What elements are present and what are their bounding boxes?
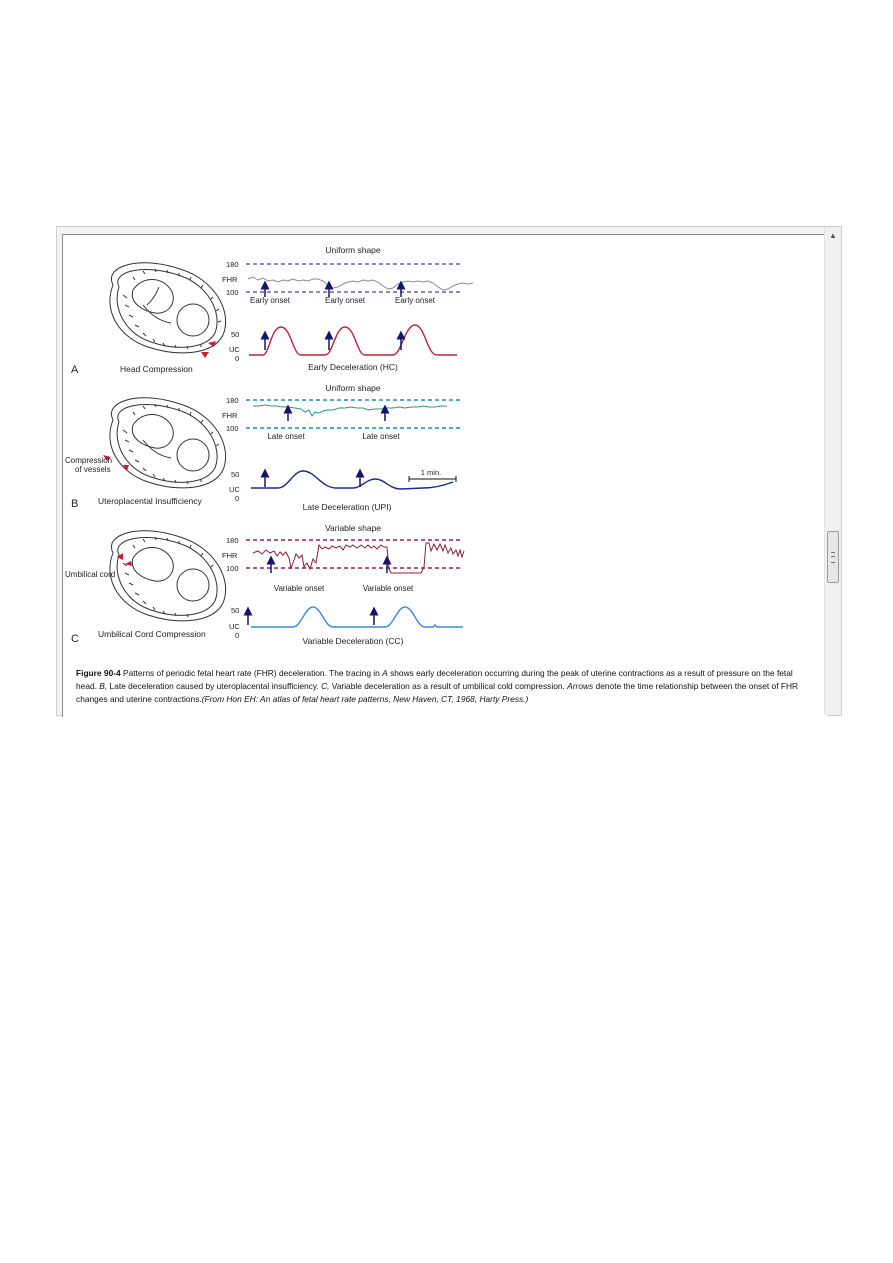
onset-label-c1: Variable onset	[273, 584, 325, 593]
caption-citation: (From Hon EH: An atlas of fetal heart rate patterns, New Haven, CT, 1968, Harty Press.)	[201, 694, 529, 704]
chevron-up-icon[interactable]: ▲	[829, 231, 837, 240]
caption-text-1: Patterns of periodic fetal heart rate (FHR) deceleration. The tracing in	[120, 668, 383, 678]
fhr-label-a: FHR	[222, 275, 238, 284]
panel-letter-c: C	[71, 633, 79, 645]
caption-ital-a: A	[382, 668, 388, 678]
onset-label-a2: Early onset	[324, 296, 366, 305]
uterus-illustration-a	[110, 263, 226, 353]
onset-label-c2: Variable onset	[362, 584, 414, 593]
caption-ital-arrows: Arrows	[567, 681, 594, 691]
shape-label-c: Variable shape	[324, 523, 382, 533]
panel-letter-a: A	[71, 364, 79, 376]
scroll-grip-icon	[831, 552, 835, 563]
fhr-bottom-a: 100	[226, 288, 239, 297]
vertical-scrollbar[interactable]	[824, 227, 841, 715]
figure-number: Figure 90-4	[76, 668, 121, 678]
uc-trace-a	[249, 325, 457, 355]
fhr-label-c: FHR	[222, 551, 238, 560]
uc-top-b: 50	[231, 470, 240, 479]
fhr-label-b: FHR	[222, 411, 238, 420]
uc-zero-a: 0	[235, 354, 240, 363]
panel-c	[65, 523, 464, 646]
onset-label-b2: Late onset	[362, 432, 400, 441]
fhr-trace-a	[248, 277, 473, 290]
figure-caption	[76, 667, 816, 706]
panel-title-b: Uteroplacental Insufficiency	[98, 496, 202, 506]
fhr-top-c: 180	[226, 536, 239, 545]
uc-label-a: UC	[229, 345, 240, 354]
caption-text-5: denote the time relationship between the onset of FHR changes and uterine contractions.	[76, 681, 799, 704]
uc-zero-c: 0	[235, 631, 240, 640]
figure-viewport	[62, 234, 827, 717]
figure-illustration	[63, 235, 827, 665]
shape-label-a: Uniform shape	[325, 245, 381, 255]
shape-label-b: Uniform shape	[325, 383, 381, 393]
umbilical-cord-label: Umbilical cord	[65, 570, 116, 579]
scrollbar-thumb[interactable]	[827, 531, 839, 583]
uc-trace-c	[251, 607, 463, 627]
onset-label-b1: Late onset	[267, 432, 305, 441]
caption-ital-c: C,	[321, 681, 330, 691]
time-scale-label: 1 min.	[420, 468, 442, 477]
fhr-trace-b	[253, 405, 447, 416]
uc-zero-b: 0	[235, 494, 240, 503]
uterus-illustration-c	[110, 531, 226, 621]
compression-label-b1: Compression	[65, 456, 113, 465]
panel-a	[71, 245, 473, 376]
fhr-top-a: 180	[226, 260, 239, 269]
deceleration-label-a: Early Deceleration (HC)	[308, 362, 398, 372]
compression-label-b2: of vessels	[75, 465, 111, 474]
fhr-top-b: 180	[226, 396, 239, 405]
uterus-illustration-b	[110, 398, 226, 488]
uc-top-c: 50	[231, 606, 240, 615]
document-frame	[56, 226, 842, 716]
panel-b	[65, 383, 461, 512]
pressure-marker-a2	[201, 352, 209, 358]
fhr-bottom-c: 100	[226, 564, 239, 573]
onset-label-a1: Early onset	[249, 296, 291, 305]
onset-label-a3: Early onset	[394, 296, 436, 305]
uc-top-a: 50	[231, 330, 240, 339]
panel-title-a: Head Compression	[120, 364, 193, 374]
caption-text-3: Late deceleration caused by uteroplacental insufficiency.	[107, 681, 322, 691]
caption-ital-b: B,	[99, 681, 108, 691]
panel-letter-b: B	[71, 498, 79, 510]
fhr-bottom-b: 100	[226, 424, 239, 433]
uc-label-c: UC	[229, 622, 240, 631]
deceleration-label-b: Late Deceleration (UPI)	[302, 502, 392, 512]
deceleration-label-c: Variable Deceleration (CC)	[302, 636, 404, 646]
caption-text-2: shows early deceleration occurring during the peak of uterine contractions as a result of pressure on the fetal head.	[76, 668, 793, 691]
uc-label-b: UC	[229, 485, 240, 494]
panel-title-c: Umbilical Cord Compression	[98, 629, 206, 639]
caption-text-4: Variable deceleration as a result of umbilical cold compression.	[329, 681, 568, 691]
